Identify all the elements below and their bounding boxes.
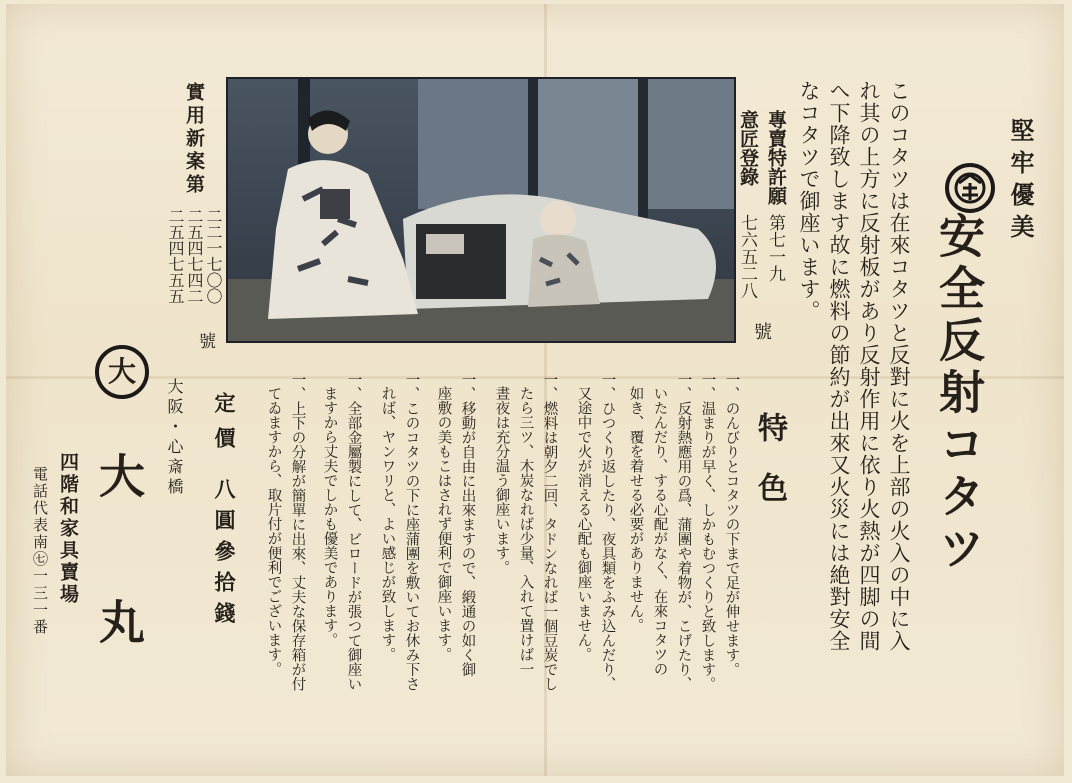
intro-line: このコタツは在來コタツと反對に火を上部の火入の中に入 — [887, 80, 911, 652]
feature-line: 一、このコタツの下に座蒲團を敷いてお休み下さ — [403, 372, 420, 691]
patent-suffix: 號 — [751, 322, 772, 340]
feature-line: 座敷の美もこはされず便利で御座います。 — [435, 386, 452, 662]
feature-line: 一、全部金屬製にして、ビロードが張つて御座い — [345, 372, 362, 691]
feature-line: 一、上下の分解が簡單に出來、丈夫な保存箱が付 — [289, 372, 306, 691]
store-name-1: 大 — [92, 452, 146, 498]
feature-line: 一、ひつくり返したり、夜具類をふみ込んだり、 — [599, 372, 616, 691]
utility-number: 二二一七〇〇 — [204, 208, 223, 304]
feature-line: 一、反射熱應用の爲、蒲團や着物が、こげたり、 — [675, 372, 692, 691]
feature-line: てゐますから、取片付が便利でございます。 — [265, 386, 282, 676]
feature-line: 一、燃料は朝夕二回、タドンなれば一個豆炭でし — [541, 372, 558, 691]
utility-suffix: 號 — [195, 332, 215, 349]
feature-line: 一、移動が自由に出來ますので、緞通の如く御 — [459, 372, 476, 677]
product-photo-image — [228, 79, 734, 341]
brand-mark-glyph: 大 — [107, 355, 136, 388]
price-label: 定價 — [212, 392, 237, 462]
feature-line: 晝夜は充分温う御座います。 — [493, 386, 510, 575]
daimaru-logo-icon — [95, 345, 149, 399]
seller-location: 大阪・心斎橋 — [165, 378, 184, 498]
patent-label: 專賣特許願 — [765, 110, 787, 205]
utility-number: 二五四七四二 — [185, 208, 204, 304]
feature-line: 如き、覆を着せる必要がありません。 — [627, 386, 644, 633]
feature-line: れば、ヤンワリと、よい感じが致します。 — [379, 386, 396, 662]
intro-line: なコタツで御座います。 — [797, 80, 821, 322]
product-photo — [226, 77, 736, 343]
patent-number: 第七一九 — [765, 214, 785, 282]
price-amount: 八圓參拾錢 — [212, 478, 237, 633]
feature-line: たら三ツ、木炭なれば少量、入れて置けば一 — [517, 386, 534, 676]
features-heading: 特色 — [752, 412, 787, 532]
design-label: 意匠登錄 — [737, 110, 759, 186]
design-number: 七六五二八 — [737, 214, 757, 299]
logo-glyph-icon — [953, 171, 987, 205]
main-title: 安全反射コタツ — [932, 212, 986, 576]
store-phone: 電話代表南㊆一三一番 — [31, 466, 49, 636]
intro-line: へ下降致します故に燃料の節約が出來又火災には絶對安全 — [827, 80, 851, 652]
safety-logo-icon — [945, 163, 995, 213]
slogan: 堅牢優美 — [1006, 118, 1035, 246]
feature-line: いたんだり、する心配がなく、在來コタツの — [651, 386, 668, 676]
feature-line: 又途中で火が消える心配も御座いません。 — [575, 386, 592, 662]
store-floor: 四階和家具賣場 — [57, 452, 79, 606]
feature-line: 一、のんびりとコタツの下まで足が伸せます。 — [723, 372, 740, 677]
utility-label: 實用新案第 — [183, 82, 205, 197]
utility-number: 二五四七五五 — [166, 208, 185, 304]
intro-line: れ其の上方に反射板があり反射作用に依り火熱が四脚の間 — [857, 80, 881, 652]
store-name-2: 丸 — [92, 598, 146, 644]
feature-line: ますから丈夫でしかも優美であります。 — [321, 386, 338, 647]
feature-line: 一、温まりが早く、しかもむつくりと致します。 — [699, 372, 716, 691]
